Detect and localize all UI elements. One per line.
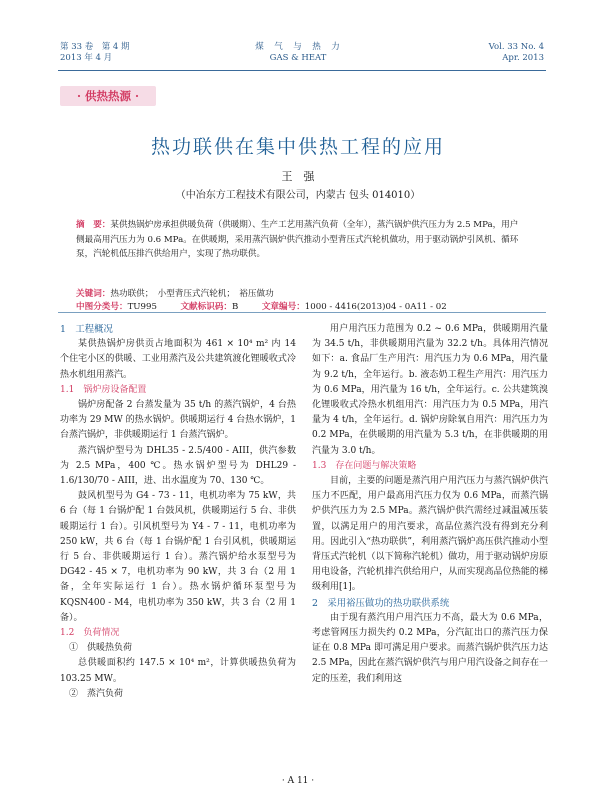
keywords-text: 热功联供； 小型背压式汽轮机； 裕压做功 [110,289,274,299]
paragraph: 鼓风机型号为 G4 - 73 - 11，电机功率为 75 kW，共 6 台（每 1 台锅炉配 1 台鼓风机，供暖期运行 5 台、非供暖期运行 1 台）。引风机型号为 Y4 - 7 - 11，电机功率为 250 kW，共 6 台（每 1 台锅炉配 1 台引风机，供暖期运行 5 台、非供暖期运行 1 台）。蒸汽锅炉给水泵型号为 DG42 - 45 × 7，电机功率为 90 kW，共 3 台（2 用 1 备，全年实际运行 1 台）。热水锅炉循环泵型号为 KQSN400 - M4，电机功率为 350 kW，共 3 台（2 用 1 备）。 [60,491,296,623]
keywords-label: 关键词： [76,289,111,299]
journal-volume-info-en [489,42,544,64]
right-column [312,322,548,687]
issue-date-en: Apr. 2013 [502,53,544,63]
keywords [76,288,536,301]
volume-issue-en: Vol. 33 No. 4 [488,42,544,52]
heading-1-3: 1.3 存在问题与解决策略 [312,460,417,471]
paragraph: 蒸汽锅炉型号为 DHL35 - 2.5/400 - AIII，供汽参数为 2.5 MPa，400 ℃。热水锅炉型号为 DHL29 - 1.6/130/70 - AIII，进、出水温度为 70、130 ℃。 [60,445,296,487]
abstract-text: 某供热锅炉房承担供暖负荷（供暖期）、生产工艺用蒸汽负荷（全年），蒸汽锅炉供汽压力为 2.5 MPa，用户侧最高用汽压力为 0.6 MPa。在供暖期，采用蒸汽锅炉供汽推动小型背压式汽轮机做功，用于驱动锅炉引风机、循环泵，汽轮机低压排汽供给用户，实现了热功联供。 [76,220,519,259]
affiliation: （中冶东方工程技术有限公司，内蒙古 包头 014010） [175,190,421,201]
doc-code-label: 文献标识码： [180,302,233,312]
heading-1-1: 1.1 锅炉房设备配置 [60,384,147,395]
issue-date: 2013 年 4 月 [60,53,113,63]
clc-value: TU995 [127,302,157,312]
list-item: ① 供暖热负荷 [69,643,133,654]
article-number-label: 文章编号： [261,302,305,312]
abstract-label: 摘 要： [76,220,111,230]
heading-2: 2 采用裕压做功的热功联供系统 [312,597,450,609]
paragraph: 目前，主要的问题是蒸汽用户用汽压力与蒸汽锅炉供汽压力不匹配，用户最高用汽压力仅为 0.6 MPa，而蒸汽锅炉供汽压力为 2.5 MPa。蒸汽锅炉供汽需经过减温减压装置，以满足用户的用汽要求，高品位蒸汽没有得到充分利用。因此引入“热功联供”，利用蒸汽锅炉高压供汽推动小型背压式汽轮机（以下简称汽轮机）做功，用于驱动锅炉房原用电设备，汽轮机排汽供给用户，从而实现高品位热能的梯级利用[1]。 [312,476,548,593]
left-column [60,322,296,702]
author: 王 强 [281,170,315,183]
paragraph: 锅炉房配备 2 台蒸发量为 35 t/h 的蒸汽锅炉，4 台热功率为 29 MW 的热水锅炉。供暖期运行 4 台热水锅炉，1 台蒸汽锅炉，非供暖期运行 1 台蒸汽锅炉。 [60,400,296,441]
article-meta [76,288,536,314]
paragraph: 某供热锅炉房供贡占地面积为 461 × 10⁴ m² 内 14 个住宅小区的供暖、工业用蒸汽及公共建筑渡化锂暖收式冷热水机组用蒸汽。 [60,339,296,380]
journal-name-cn: 煤 气 与 热 力 [255,42,341,52]
abstract [76,218,526,262]
article-title: 热功联供在集中供热工程的应用 [150,136,445,158]
journal-name-en: GAS & HEAT [269,53,327,63]
paragraph: 由于现有蒸汽用户用汽压力不高，最大为 0.6 MPa，考虑管网压力损失约 0.2 MPa，分汽缸出口的蒸汽压力保证在 0.8 MPa 即可满足用户要求。而蒸汽锅炉供汽压力达 2.5 MPa，因此在蒸汽锅炉供汽与用户用汽设备之间存在一定的压差，我们利用这 [312,612,548,684]
heading-1: 1 工程概况 [60,324,113,335]
article-number-value: 1000 - 4416(2013)04 - 0A11 - 02 [304,302,447,312]
clc-label: 中图分类号： [76,302,128,312]
paragraph: 用户用汽压力范围为 0.2 ~ 0.6 MPa，供暖期用汽量为 34.5 t/h，非供暖期用汽量为 32.2 t/h。具体用汽情况如下：a. 食品厂生产用汽：用汽压力为 0.6 MPa，用汽量为 9.2 t/h，全年运行。b. 液态奶工程生产用汽：用汽压力为 0.6 MPa，用汽量为 16 t/h，全年运行。c. 公共建筑溴化锂吸收式冷热水机组用汽：用汽压力为 0.5 MPa，用汽量为 4 t/h，全年运行。d. 锅炉房除氧自用汽：用汽压力为 0.2 MPa，在供暖期的用汽量为 5.3 t/h，在非供暖期的用汽量为 3.0 t/h。 [312,324,548,456]
section-tag: · 供热热源 · [60,86,156,106]
body-divider [58,312,546,313]
header-divider [58,70,546,71]
list-item: ② 蒸汽负荷 [69,688,124,699]
heading-1-2: 1.2 负荷情况 [60,628,120,639]
doc-code-value: B [232,302,239,312]
paragraph: 总供暖面积约 147.5 × 10⁴ m²，计算供暖热负荷为 103.25 MW。 [60,658,296,684]
page-number: · A 11 · [281,776,315,786]
volume-issue: 第 33 卷 第 4 期 [60,42,130,52]
